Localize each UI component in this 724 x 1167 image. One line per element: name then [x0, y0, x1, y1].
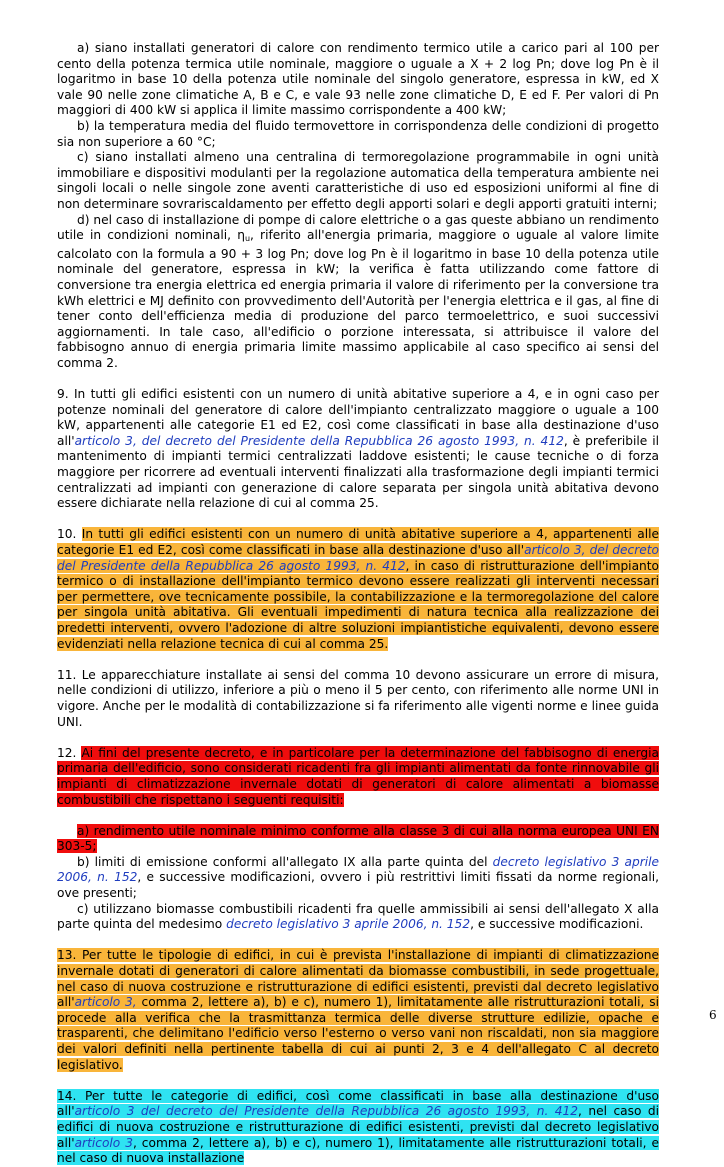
spacer [57, 933, 659, 949]
paragraph-10-text: In tutti gli edifici esistenti con un numero di unità abitative superiore a 4, appartenenti alle categorie E1 ed E2, così come classificati in base alla destinazione d'uso all' [57, 527, 659, 557]
item-12b-text: b) limiti di emissione conformi all'allegato IX alla parte quinta del [77, 854, 493, 869]
spacer [57, 371, 659, 387]
link-dlgs-152[interactable]: decreto legislativo 3 aprile 2006, n. 152 [57, 854, 659, 885]
document-body [57, 41, 659, 1167]
paragraph-14-text: 14. Per tutte le categorie di edifici, così come classificati in base alla destinazione d'uso all' [57, 1088, 659, 1119]
link-dlgs-152[interactable]: decreto legislativo 3 aprile 2006, n. 152 [226, 917, 471, 932]
item-12a [57, 824, 659, 855]
paragraph-10-text-cont: , in caso di ristrutturazione dell'impianto termico o di installazione dell'impianto termico devono essere realizzati gli interventi necessari per permettere, ove tecnicamente possibile, la contabilizzazione e la termoregolazione del calore per singola unità abitativa. Gli eventuali impedimenti di natura tecnica alla realizzazione dei predetti interventi, ovvero l'adozione di altre soluzioni impiantistiche equivalenti, devono essere evidenziati nella relazione tecnica di cui al comma 25. [57, 558, 659, 651]
eta-subscript: u [244, 234, 251, 244]
item-d-text: d) nel caso di installazione di pompe di calore elettriche o a gas queste abbiano un rendimento utile in condizioni nominali, η [57, 212, 659, 243]
paragraph-14 [57, 1089, 659, 1167]
spacer [57, 652, 659, 668]
paragraph-9 [57, 387, 659, 512]
link-articolo-3[interactable]: articolo 3, [74, 995, 137, 1010]
spacer [57, 512, 659, 528]
paragraph-9-text: 9. In tutti gli edifici esistenti con un numero di unità abitative superiore a 4, e in ogni caso per potenze nominali del generatore di calore dell'impianto centralizzato maggiore o uguale a 100 kW, appartenenti alle categorie E1 ed E2, così come classificati in base alla destinazione d'uso all' [57, 387, 659, 448]
paragraph-13 [57, 948, 659, 1073]
link-articolo-3[interactable]: articolo 3 [74, 1135, 133, 1150]
item-12c-text-cont: , e successive modificazioni. [470, 917, 644, 932]
paragraph-13-text: 13. Per tutte le tipologie di edifici, in cui è prevista l'installazione di impianti di climatizzazione invernale dotati di generatori di calore alimentati da biomasse combustibili, in sede progettuale, nel caso di nuova costruzione e ristrutturazione di edifici esistenti, previsti dal decreto legislativo all' [57, 948, 659, 1010]
paragraph-14-text-cont: , nel caso di edifici di nuova costruzione e ristrutturazione di edifici esistenti, previsti dal decreto legislativo all' [57, 1104, 659, 1150]
paragraph-11: 11. Le apparecchiature installate ai sensi del comma 10 devono assicurare un errore di misura, nelle condizioni di utilizzo, inferiore a più o meno il 5 per cento, con riferimento alle norme UNI in vigore. Anche per le modalità di contabilizzazione si fa riferimento alle vigenti norme e linee guida UNI. [57, 667, 659, 729]
paragraph-13-highlight [57, 948, 659, 1071]
paragraph-14-highlight [57, 1089, 659, 1165]
item-12c [57, 902, 659, 933]
paragraph-12 [57, 746, 659, 808]
paragraph-10-highlight [57, 527, 659, 650]
paragraph-12-number: 12. [57, 745, 82, 760]
item-c: c) siano installati almeno una centralina di termoregolazione programmabile in ogni unità immobiliare e dispositivi modulanti per la regolazione automatica della temperatura ambiente nei singoli locali o nelle singole zone aventi caratteristiche di uso ed esposizioni uniformi al fine di non determinare sovrariscaldamento per effetto degli apporti solari e degli apporti gratuiti interni; [57, 150, 659, 211]
spacer [57, 1073, 659, 1089]
item-12b-text-cont: , e successive modificazioni, ovvero i più restrittivi limiti fissati da norme regionali, ove presenti; [57, 870, 660, 901]
spacer [57, 730, 659, 746]
item-12a-highlight: a) rendimento utile nominale minimo conforme alla classe 3 di cui alla norma europea UNI EN 303-5; [57, 823, 659, 854]
spacer [57, 808, 659, 824]
link-dpr-412[interactable]: articolo 3 del decreto del Presidente della Repubblica 26 agosto 1993, n. 412 [74, 1104, 579, 1119]
paragraph-10 [57, 527, 659, 652]
paragraph-13-text-cont: comma 2, lettere a), b) e c), numero 1), limitatamente alle ristrutturazioni totali, si procede alla verifica che la trasmittanza termica delle diverse strutture edilizie, opache e trasparenti, che delimitano l'edificio verso l'esterno o verso vani non riscaldati, non sia maggiore dei valori definiti nella pertinente tabella di cui ai punti 2, 3 e 4 dell'allegato C al decreto legislativo. [57, 995, 659, 1072]
item-12c-text: c) utilizzano biomasse combustibili ricadenti fra quelle ammissibili ai sensi dell'allegato X alla parte quinta del medesimo [57, 901, 659, 932]
paragraph-12-highlight: Ai fini del presente decreto, e in particolare per la determinazione del fabbisogno di energia primaria dell'edificio, sono considerati ricadenti fra gli impianti alimentati da fonte rinnovabile gli impianti di climatizzazione invernale dotati di generatori di calore alimentati a biomasse combustibili che rispettano i seguenti requisiti: [57, 745, 660, 807]
item-d [57, 213, 659, 372]
item-d-text-cont: , riferito all'energia primaria, maggiore o uguale al valore limite calcolato con la formula a 90 + 3 log Pn; dove log Pn è il logaritmo in base 10 della potenza utile nominale del generatore, espressa in kW; la verifica è fatta utilizzando come fattore di conversione tra energia elettrica ed energia primaria il valore di riferimento per la conversione tra kWh elettrici e MJ definito con provvedimento dell'Autorità per l'energia elettrica e il gas, al fine di tener conto dell'efficienza media di produzione del parco termoelettrico, e suoi successivi aggiornamenti. In tale caso, all'edificio o porzione interessata, si attribuisce il valore del fabbisogno annuo di energia primaria limite massimo applicabile al caso specifico ai sensi del comma 2. [57, 228, 659, 370]
link-dpr-412[interactable]: articolo 3, del decreto del Presidente della Repubblica 26 agosto 1993, n. 412 [57, 543, 659, 573]
page-number: 6 [709, 1008, 717, 1022]
paragraph-14-text-end: , comma 2, lettere a), b) e c), numero 1), limitatamente alle ristrutturazioni totali, e nel caso di nuova installazione [57, 1135, 659, 1166]
item-b: b) la temperatura media del fluido termovettore in corrispondenza delle condizioni di progetto sia non superiore a 60 °C; [57, 118, 659, 149]
item-a: a) siano installati generatori di calore con rendimento termico utile a carico pari al 100 per cento della potenza termica utile nominale, maggiore o uguale a X + 2 log Pn; dove log Pn è il logaritmo in base 10 della potenza utile nominale del singolo generatore, espressa in kW, ed X vale 90 nelle zone climatiche A, B e C, e vale 93 nelle zone climatiche D, E ed F. Per valori di Pn maggiori di 400 kW si applica il limite massimo corrispondente a 400 kW; [57, 41, 659, 118]
paragraph-9-text-cont: , è preferibile il mantenimento di impianti termici centralizzati laddove esistenti; le cause tecniche o di forza maggiore per ricorrere ad eventuali interventi finalizzati alla trasformazione degli impianti termici centralizzati ad impianti con generazione di calore separata per singola unità abitativa devono essere dichiarate nella relazione di cui al comma 25. [57, 433, 659, 511]
paragraph-10-number: 10. [57, 527, 82, 542]
item-12b [57, 855, 659, 902]
link-dpr-412[interactable]: articolo 3, del decreto del Presidente della Repubblica 26 agosto 1993, n. 412 [74, 433, 564, 448]
